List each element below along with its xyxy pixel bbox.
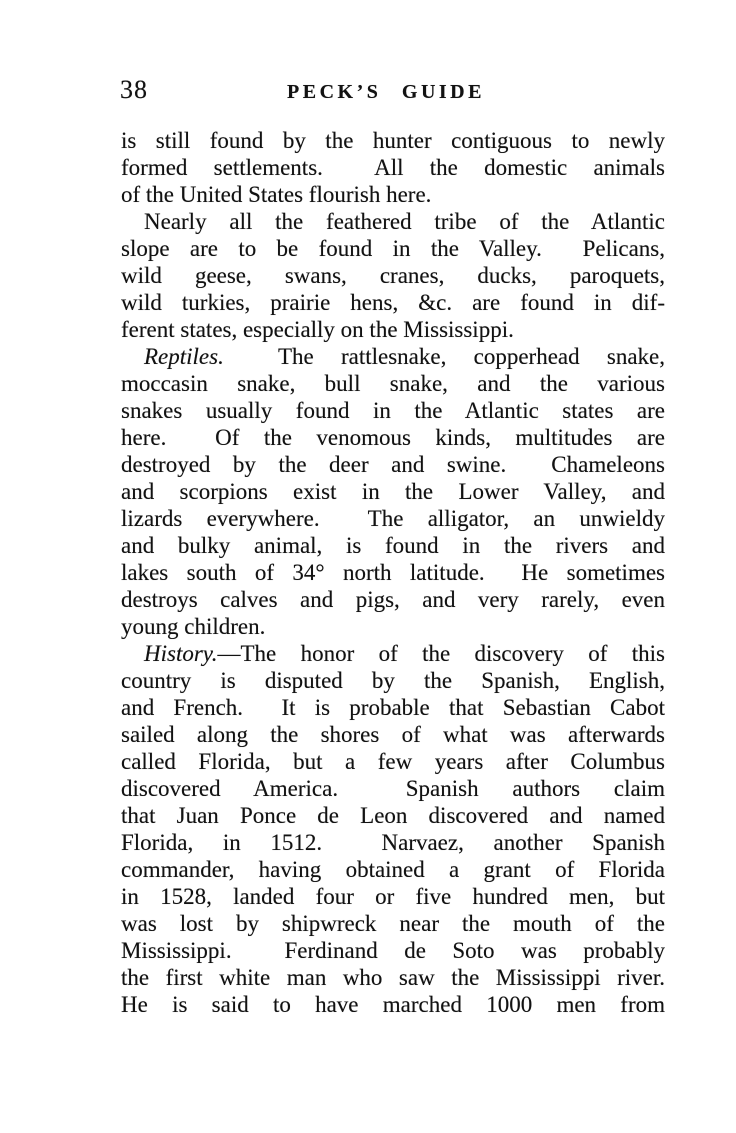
- text-line: sailed along the shores of what was afterwards: [121, 722, 665, 747]
- page-number: 38: [120, 75, 148, 104]
- text-line: wild geese, swans, cranes, ducks, paroquets,: [121, 263, 665, 288]
- text-line: lakes south of 34° north latitude. He sometimes: [121, 560, 665, 585]
- text-line: country is disputed by the Spanish, English,: [121, 668, 665, 693]
- text-line: young children.: [121, 614, 266, 639]
- text-line: Florida, in 1512. Narvaez, another Spanish: [121, 830, 665, 855]
- text-line: and bulky animal, is found in the rivers and: [121, 533, 665, 558]
- italic-lead-word: Reptiles.: [144, 344, 224, 369]
- text-line: Reptiles. The rattlesnake, copperhead snake,: [144, 344, 665, 369]
- text-line: of the United States flourish here.: [121, 182, 432, 207]
- text-line: called Florida, but a few years after Columbus: [121, 749, 665, 774]
- text-line: here. Of the venomous kinds, multitudes are: [121, 425, 665, 450]
- text-line: commander, having obtained a grant of Florida: [121, 857, 665, 882]
- text-line: that Juan Ponce de Leon discovered and named: [121, 803, 665, 828]
- text-line: moccasin snake, bull snake, and the various: [121, 371, 665, 396]
- text-line: and scorpions exist in the Lower Valley, and: [121, 479, 665, 504]
- text-line: the first white man who saw the Mississippi river.: [121, 965, 665, 990]
- text-line: ferent states, especially on the Mississippi.: [121, 317, 514, 342]
- text-line: was lost by shipwreck near the mouth of the: [121, 911, 665, 936]
- body-text: [121, 127, 665, 1018]
- text-line: lizards everywhere. The alligator, an unwieldy: [121, 506, 665, 531]
- text-line: destroys calves and pigs, and very rarely, even: [121, 587, 665, 612]
- text-line: destroyed by the deer and swine. Chameleons: [121, 452, 665, 477]
- text-line: Mississippi. Ferdinand de Soto was probably: [121, 938, 665, 963]
- text-line: in 1528, landed four or five hundred men, but: [121, 884, 665, 909]
- text-line: History.—The honor of the discovery of this: [144, 641, 665, 666]
- text-line: is still found by the hunter contiguous to newly: [121, 128, 665, 153]
- italic-lead-word: History.: [144, 641, 218, 666]
- text-line: discovered America. Spanish authors claim: [121, 776, 665, 801]
- text-line: formed settlements. All the domestic animals: [121, 155, 665, 180]
- text-line: and French. It is probable that Sebastian Cabot: [121, 695, 665, 720]
- text-line: snakes usually found in the Atlantic states are: [121, 398, 665, 423]
- text-line: slope are to be found in the Valley. Pelicans,: [121, 236, 665, 261]
- text-line: Nearly all the feathered tribe of the Atlantic: [144, 209, 665, 234]
- text-line: wild turkies, prairie hens, &c. are found in dif-: [121, 290, 665, 315]
- running-title: PECK’S GUIDE: [287, 81, 485, 103]
- text-line: He is said to have marched 1000 men from: [121, 992, 665, 1017]
